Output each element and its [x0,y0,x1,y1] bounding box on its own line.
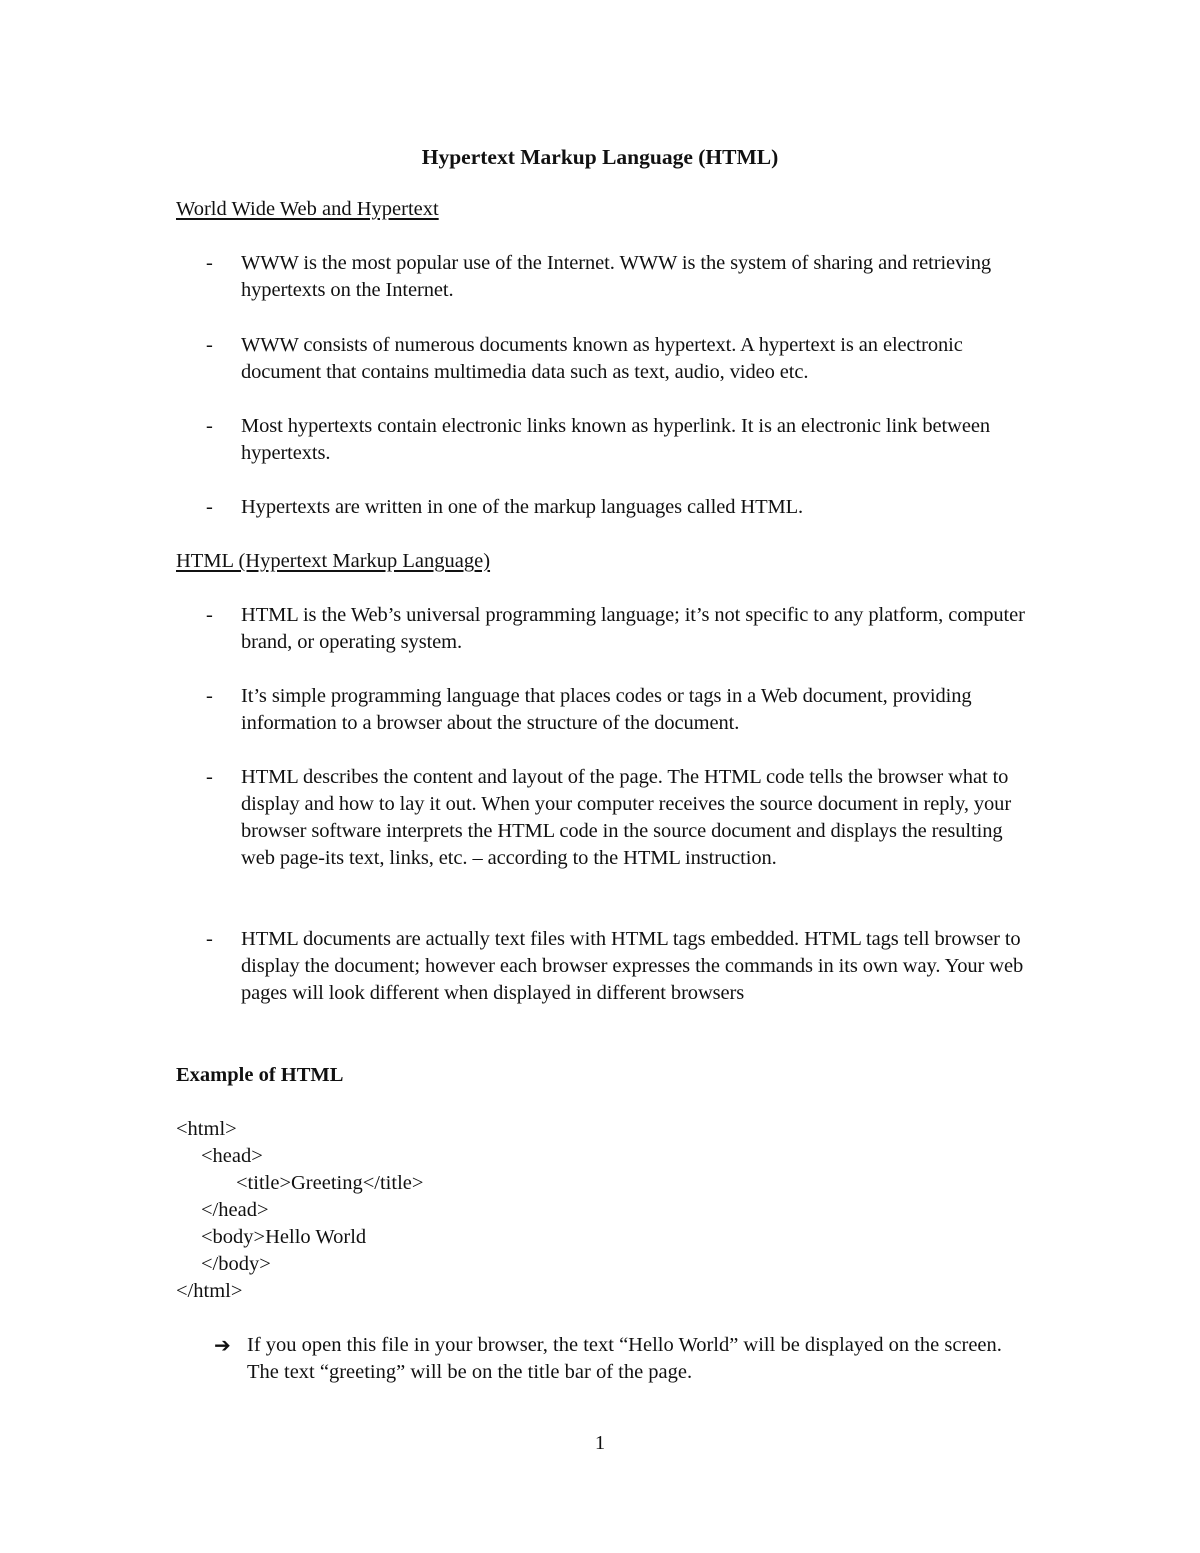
example-heading: Example of HTML [176,1064,344,1086]
section-heading-html: HTML (Hypertext Markup Language) [176,550,491,572]
code-line: </head> [201,1199,269,1221]
note-text: If you open this file in your browser, the text “Hello World” will be displayed on the screen. The text “greeting” will be on the title bar of the page. [247,1334,1002,1383]
code-line: <body>Hello World [201,1226,367,1248]
bullet-dash: - [206,334,213,356]
page-number: 1 [594,1432,606,1454]
code-line: <title>Greeting</title> [236,1172,424,1194]
bullet-dash: - [206,928,213,950]
bullet-text: HTML is the Web’s universal programming language; it’s not specific to any platform, computer brand, or operating system. [241,604,1025,653]
section-heading-www: World Wide Web and Hypertext [176,198,439,220]
bullet-text: Most hypertexts contain electronic links known as hyperlink. It is an electronic link between hypertexts. [241,415,991,464]
bullet-dash: - [206,496,213,518]
bullet-text: HTML documents are actually text files with HTML tags embedded. HTML tags tell browser to display the document; however each browser expresses the commands in its own way. Your web pages will look different when displayed in different browsers [241,928,1024,1004]
bullet-text: WWW is the most popular use of the Internet. WWW is the system of sharing and retrieving hypertexts on the Internet. [241,252,992,301]
bullet-dash: - [206,685,213,707]
bullet-text: It’s simple programming language that places codes or tags in a Web document, providing information to a browser about the structure of the document. [241,685,972,734]
code-line: </body> [201,1253,271,1275]
code-line: <html> [176,1118,237,1140]
bullet-text: WWW consists of numerous documents known as hypertext. A hypertext is an electronic document that contains multimedia data such as text, audio, video etc. [241,334,963,383]
bullet-dash: - [206,766,213,788]
bullet-text: HTML describes the content and layout of the page. The HTML code tells the browser what to display and how to lay it out. When your computer receives the source document in reply, your browser software interprets the HTML code in the source document and displays the resulting web page-its text, links, etc. – according to the HTML instruction. [241,766,1012,869]
bullet-text: Hypertexts are written in one of the markup languages called HTML. [241,496,804,518]
document-title: Hypertext Markup Language (HTML) [421,145,779,169]
bullet-dash: - [206,415,213,437]
code-line: </html> [176,1280,243,1302]
bullet-dash: - [206,252,213,274]
code-line: <head> [201,1145,263,1167]
bullet-dash: - [206,604,213,626]
arrow-right-icon: ➔ [214,1333,231,1357]
